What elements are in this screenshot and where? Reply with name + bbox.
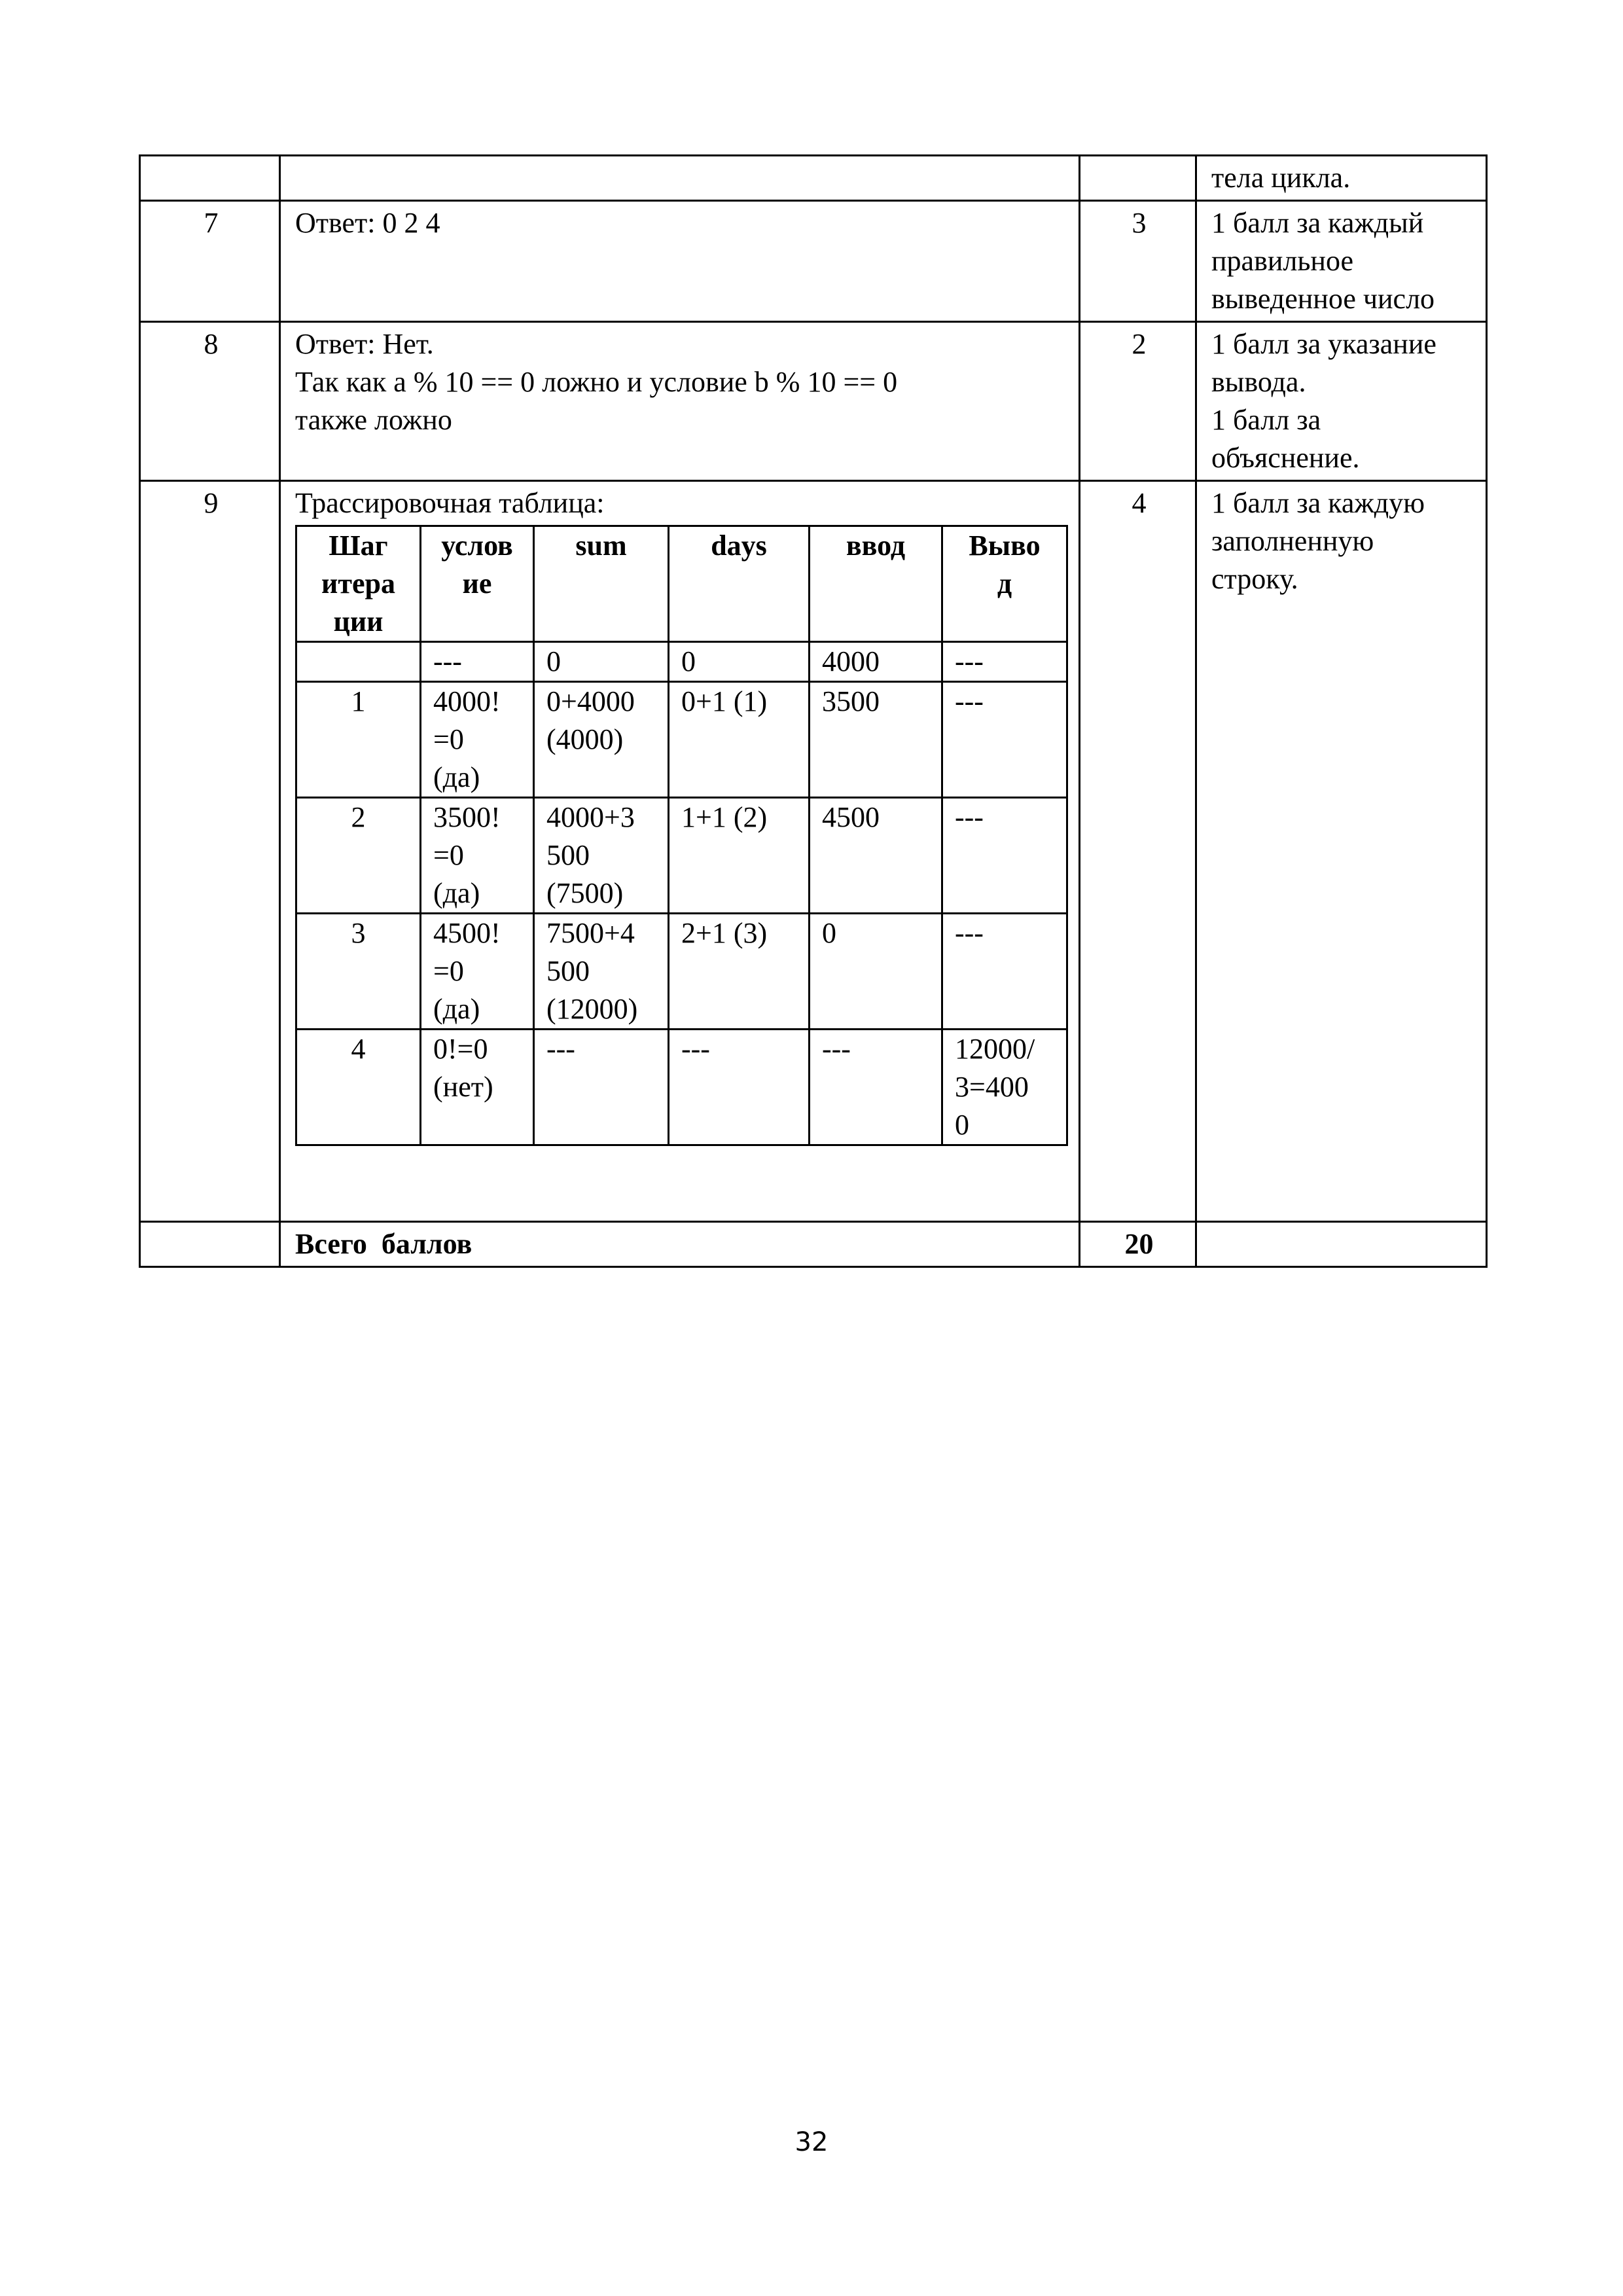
- trace-cell: [942, 682, 1067, 798]
- answer-line: Ответ: 0 2 4: [295, 207, 440, 239]
- trace-cell-line: 4000: [822, 645, 880, 677]
- question-number: 8: [140, 322, 280, 481]
- trace-header-output: Выво д: [942, 526, 1067, 642]
- table-row: [140, 156, 1487, 201]
- criteria-line: 1 балл за каждый: [1211, 207, 1424, 239]
- trace-cell: [534, 1030, 669, 1145]
- trace-cell-line: 4500: [822, 801, 880, 833]
- total-empty-cell: [140, 1222, 280, 1267]
- trace-cell: [534, 914, 669, 1030]
- criteria-line: вывода.: [1211, 366, 1306, 398]
- trace-cell-line: (4000): [546, 723, 624, 755]
- trace-cell: [534, 798, 669, 914]
- trace-cell: [534, 682, 669, 798]
- criteria-line: правильное: [1211, 245, 1354, 277]
- question-number: 9: [140, 481, 280, 1222]
- points-cell: [1080, 156, 1196, 201]
- trace-cell: [421, 798, 534, 914]
- trace-cell-line: 1: [351, 685, 366, 717]
- trace-cell-line: 0!=0: [433, 1033, 488, 1065]
- criteria-line: 1 балл за: [1211, 404, 1321, 436]
- trace-cell-line: ---: [546, 1033, 575, 1065]
- trace-cell-line: 0: [546, 645, 561, 677]
- trace-row: [296, 642, 1067, 682]
- total-points: 20: [1080, 1222, 1196, 1267]
- criteria-line: 1 балл за указание: [1211, 328, 1436, 360]
- trace-cell: [421, 1030, 534, 1145]
- table-row: [140, 322, 1487, 481]
- criteria-line: тела цикла.: [1211, 162, 1351, 194]
- trace-cell-line: 0: [822, 917, 836, 949]
- criteria-line: заполненную: [1211, 525, 1374, 557]
- trace-cell-line: 12000/: [955, 1033, 1035, 1065]
- trace-cell-line: =0: [433, 723, 464, 755]
- trace-row: [296, 914, 1067, 1030]
- trace-cell: [296, 1030, 421, 1145]
- trace-body: [296, 642, 1067, 1145]
- trace-cell-line: 2+1 (3): [681, 917, 768, 949]
- criteria-cell: [1196, 156, 1487, 201]
- answer-cell: [280, 201, 1080, 322]
- answer-cell: [280, 322, 1080, 481]
- trace-cell: [669, 642, 810, 682]
- question-number: [140, 156, 280, 201]
- trace-cell: [810, 1030, 942, 1145]
- trace-cell-line: 500: [546, 839, 590, 871]
- criteria-cell: [1196, 201, 1487, 322]
- trace-cell-line: (да): [433, 761, 480, 793]
- trace-cell: [942, 914, 1067, 1030]
- points-cell: 2: [1080, 322, 1196, 481]
- answer-line: также ложно: [295, 404, 452, 436]
- trace-cell: [669, 914, 810, 1030]
- question-number: 7: [140, 201, 280, 322]
- trace-header-condition: услов ие: [421, 526, 534, 642]
- trace-cell-line: 3500!: [433, 801, 501, 833]
- trace-cell-line: 3500: [822, 685, 880, 717]
- trace-header-sum: sum: [534, 526, 669, 642]
- trace-cell-line: (да): [433, 993, 480, 1025]
- trace-cell: [942, 798, 1067, 914]
- trace-cell: [810, 642, 942, 682]
- trace-cell-line: ---: [955, 645, 984, 677]
- points-cell: 4: [1080, 481, 1196, 1222]
- trace-cell: [810, 682, 942, 798]
- trace-row: [296, 798, 1067, 914]
- trace-cell-line: ---: [955, 801, 984, 833]
- total-row: [140, 1222, 1487, 1267]
- trace-cell-line: 0: [681, 645, 696, 677]
- trace-header-days: days: [669, 526, 810, 642]
- trace-cell-line: ---: [955, 685, 984, 717]
- trace-cell: [421, 642, 534, 682]
- trace-cell: [669, 682, 810, 798]
- trace-cell-line: ---: [955, 917, 984, 949]
- trace-cell: [421, 682, 534, 798]
- answers-table: [139, 154, 1488, 1268]
- trace-header-row: [296, 526, 1067, 642]
- trace-cell-line: 1+1 (2): [681, 801, 768, 833]
- trace-cell: [296, 914, 421, 1030]
- criteria-line: объяснение.: [1211, 442, 1360, 474]
- criteria-line: строку.: [1211, 563, 1298, 595]
- answer-line: Ответ: Нет.: [295, 328, 434, 360]
- trace-cell: [942, 1030, 1067, 1145]
- answer-line: Так как a % 10 == 0 ложно и условие b % 10 == 0: [295, 366, 898, 398]
- criteria-cell: [1196, 322, 1487, 481]
- trace-header-input: ввод: [810, 526, 942, 642]
- trace-cell-line: (12000): [546, 993, 638, 1025]
- trace-table: [295, 525, 1068, 1146]
- trace-row: [296, 682, 1067, 798]
- trace-cell-line: 2: [351, 801, 366, 833]
- criteria-line: 1 балл за каждую: [1211, 487, 1425, 519]
- trace-cell-line: =0: [433, 955, 464, 987]
- trace-cell: [669, 1030, 810, 1145]
- trace-cell: [669, 798, 810, 914]
- trace-cell-line: 500: [546, 955, 590, 987]
- criteria-cell: [1196, 481, 1487, 1222]
- trace-cell-line: 0: [955, 1109, 969, 1141]
- trace-cell-line: (7500): [546, 877, 624, 909]
- trace-cell-line: 3=400: [955, 1071, 1029, 1103]
- trace-cell: [296, 682, 421, 798]
- points-cell: 3: [1080, 201, 1196, 322]
- trace-row: [296, 1030, 1067, 1145]
- trace-cell: [534, 642, 669, 682]
- trace-cell-line: =0: [433, 839, 464, 871]
- trace-cell-line: 4000+3: [546, 801, 635, 833]
- trace-header-step: Шаг итера ции: [296, 526, 421, 642]
- total-label: Всего баллов: [280, 1222, 1080, 1267]
- trace-cell-line: (да): [433, 877, 480, 909]
- page-number: 32: [794, 2127, 829, 2157]
- trace-cell: [421, 914, 534, 1030]
- table-row: [140, 201, 1487, 322]
- trace-cell-line: 7500+4: [546, 917, 635, 949]
- trace-cell-line: (нет): [433, 1071, 493, 1103]
- criteria-line: выведенное число: [1211, 283, 1435, 315]
- trace-cell-line: 4: [351, 1033, 366, 1065]
- table-row: [140, 481, 1487, 1222]
- trace-cell-line: 0+4000: [546, 685, 635, 717]
- answer-cell: [280, 156, 1080, 201]
- trace-cell-line: 4500!: [433, 917, 501, 949]
- trace-cell: [942, 642, 1067, 682]
- trace-cell-line: 3: [351, 917, 366, 949]
- trace-cell: [810, 798, 942, 914]
- trace-cell-line: 4000!: [433, 685, 501, 717]
- trace-cell: [296, 798, 421, 914]
- trace-table-title: Трассировочная таблица:: [295, 487, 605, 519]
- answer-cell: [280, 481, 1080, 1222]
- trace-cell: [296, 642, 421, 682]
- trace-cell-line: 0+1 (1): [681, 685, 768, 717]
- trace-cell: [810, 914, 942, 1030]
- trace-cell-line: ---: [681, 1033, 710, 1065]
- trace-cell-line: ---: [822, 1033, 851, 1065]
- total-empty-cell: [1196, 1222, 1487, 1267]
- trace-cell-line: ---: [433, 645, 462, 677]
